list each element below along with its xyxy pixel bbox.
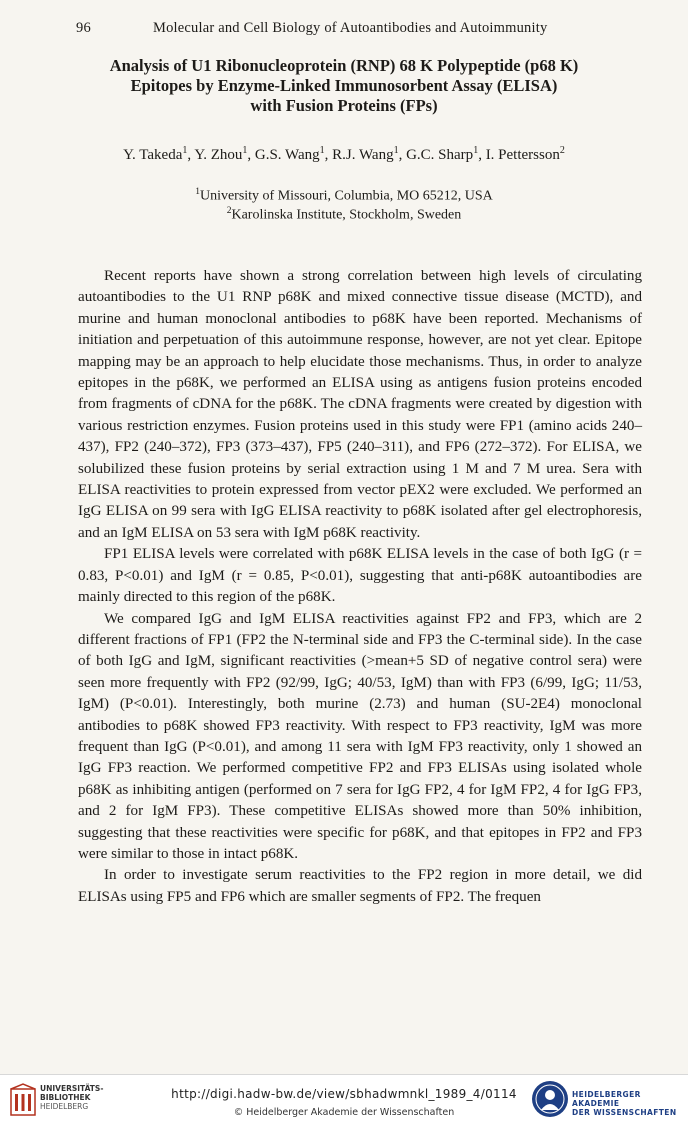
- affiliation-mark: 1: [195, 187, 200, 197]
- body-paragraph: FP1 ELISA levels were correlated with p68K ELISA levels in the case of both IgG (r = 0.83, P<0.01) and IgM (r = 0.85, P<0.01), suggesting that anti-p68K autoantibodies are mainly directed to this region of the p68K.: [78, 546, 642, 606]
- author-name: G.S. Wang: [254, 147, 320, 163]
- digitization-footer: [0, 1074, 688, 1126]
- affiliation-mark: 1: [319, 145, 325, 156]
- affiliation-mark: 1: [393, 145, 399, 156]
- author-name: I. Pettersson: [485, 147, 560, 163]
- permalink-url[interactable]: http://digi.hadw-bw.de/view/sbhadwmnkl_1989_4/0114: [171, 1087, 517, 1101]
- body-paragraph: We compared IgG and IgM ELISA reactivities against FP2 and FP3, which are 2 different fractions of FP1 (FP2 the N-terminal side and FP3 the C-terminal side). In the case of both IgG and IgM, significant reactivities (>mean+5 SD of negative control sera) were seen more frequently with FP2 (92/99, IgG; 40/53, IgM) than with FP3 (6/99, IgG; 11/53, IgM) (P<0.01). Interestingly, both murine (2.73) and human (SU-2E4) monoclonal antibodies to p68K showed FP3 reactivity. With respect to FP3 reactivity, IgM was more frequent than IgG (P<0.01), and among 11 sera with IgM FP3 reactivity, only 1 showed an IgG FP3 reaction. We performed competitive FP2 and FP3 ELISAs using isolated whole p68K as inhibiting antigen (performed on 7 sera for IgG FP2, 4 for IgM FP2, 4 for IgG FP3, and 2 for IgM FP3). These competitive ELISAs showed more than 50% inhibition, suggesting that these reactivities were specific for p68K, and that epitopes in FP2 and FP3 were similar to those in intact p68K.: [78, 610, 642, 862]
- affiliation: [60, 187, 628, 205]
- affiliation-mark: 1: [182, 145, 188, 156]
- body-paragraph: Recent reports have shown a strong correlation between high levels of circulating autoantibodies to the U1 RNP p68K and mixed connective tissue disease (MCTD), and murine and human monoclonal antibodies to p68K have been reported. Mechanisms of initiation and perpetuation of this autoimmune response, however, are not yet clear. Epitope mapping may be an approach to help elucidate those mechanisms. Thus, in order to analyze epitopes in the p68K, we performed an ELISA using as antigens fusion proteins encoded from fragments of cDNA for the p68K. The cDNA fragments were created by digestion with various restriction enzymes. Fusion proteins used in this study were FP1 (amino acids 240–437), FP2 (240–372), FP3 (373–437), FP5 (240–311), and FP6 (272–372). For ELISA, we solubilized these fusion proteins by serial extraction using 1 M and 7 M urea. Sera with ELISA reactivities to protein expressed from vector pEX2 were excluded. We performed an IgG ELISA on 99 sera with IgG ELISA reactivity to p68K isolated after gel electrophoresis, and an IgM ELISA on 53 sera with IgM p68K reactivity.: [78, 268, 642, 541]
- journal-title: Molecular and Cell Biology of Autoantibodies and Autoimmunity: [153, 20, 548, 36]
- affiliation-mark: 1: [473, 145, 479, 156]
- library-name: UNIVERSITÄTS- BIBLIOTHEK HEIDELBERG: [40, 1084, 104, 1111]
- title-line: Epitopes by Enzyme-Linked Immunosorbent Assay (ELISA): [130, 76, 558, 95]
- title-line: Analysis of U1 Ribonucleoprotein (RNP) 68 K Polypeptide (p68 K): [109, 56, 579, 75]
- article-body: [78, 266, 642, 908]
- author-list: Y. Takeda$^1$, Y. Zhou$^1$, G.S. Wang$^1$, R.J. Wang$^1$, G.C. Sharp$^1$, I. Pettersson$^2$: [123, 145, 565, 163]
- affiliation-mark: 2: [226, 206, 232, 216]
- author-name: R.J. Wang: [332, 147, 394, 163]
- author-name: Y. Zhou: [194, 147, 243, 163]
- academy-seal-icon: [530, 1079, 570, 1123]
- affiliation: [60, 206, 628, 224]
- affiliation-mark: 1: [242, 145, 248, 156]
- article-title: [60, 56, 628, 116]
- body-paragraph: In order to investigate serum reactivities to the FP2 region in more detail, we did ELISAs using FP5 and FP6 which are smaller segments of FP2. The frequen: [78, 867, 642, 905]
- copyright-notice: © Heidelberger Akademie der Wissenschaften: [233, 1107, 455, 1118]
- title-line: with Fusion Proteins (FPs): [250, 96, 438, 115]
- author-name: G.C. Sharp: [406, 147, 474, 163]
- affiliation-text: University of Missouri, Columbia, MO 65212, USA: [199, 188, 493, 204]
- affiliation-text: Karolinska Institute, Stockholm, Sweden: [231, 207, 462, 223]
- author-name: Y. Takeda: [123, 147, 183, 163]
- academy-name: HEIDELBERGER AKADEMIE DER WISSENSCHAFTEN: [572, 1090, 677, 1117]
- page-number: 96: [76, 20, 91, 36]
- affiliation-mark: 2: [559, 145, 565, 156]
